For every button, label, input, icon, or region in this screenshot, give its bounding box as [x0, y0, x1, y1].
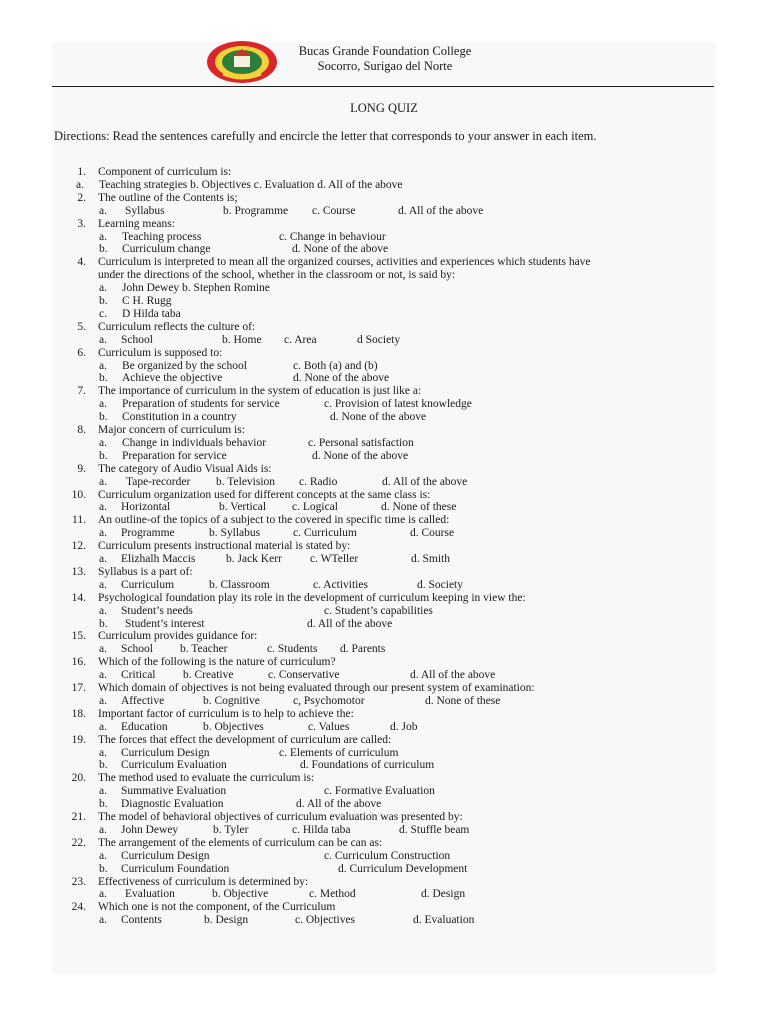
- question-number: 18.: [71, 707, 86, 720]
- question-number: 10.: [71, 488, 86, 501]
- question-text: The forces that effect the development of curriculum are called:: [98, 733, 392, 746]
- option-text: Tape-recorder: [126, 475, 191, 488]
- question-number: 14.: [71, 591, 86, 604]
- option-text: c. Objectives: [295, 914, 356, 927]
- option-letter: a.: [99, 823, 107, 836]
- option-text: Contents: [121, 914, 162, 927]
- option-letter: a.: [99, 204, 107, 217]
- option-text: b. Vertical: [219, 501, 267, 514]
- question-number: 4.: [77, 256, 86, 269]
- option-text: Horizontal: [121, 501, 171, 514]
- option-text: c. Elements of curriculum: [279, 746, 399, 759]
- option-text: d. All of the above: [382, 475, 468, 488]
- question-number: 12.: [71, 540, 86, 553]
- question-number: 2.: [77, 191, 86, 204]
- option-letter: b.: [99, 411, 108, 424]
- option-letter: b.: [99, 862, 108, 875]
- option-letter: b.: [99, 617, 108, 630]
- option-letter: a.: [99, 578, 107, 591]
- question-text: The outline of the Contents is;: [98, 191, 238, 204]
- option-text: b. Creative: [183, 669, 234, 682]
- option-text: d. Job: [390, 720, 418, 733]
- option-text: Curriculum: [121, 578, 175, 591]
- option-text: Teaching process: [122, 230, 202, 243]
- option-text: b. Design: [204, 914, 249, 927]
- question-number: 23.: [71, 875, 86, 888]
- option-letter: b.: [99, 449, 108, 462]
- question-number: 3.: [77, 217, 86, 230]
- option-text: c. Curriculum Construction: [324, 849, 451, 862]
- option-text: d. Course: [410, 527, 455, 540]
- option-text: c. Logical: [292, 501, 338, 514]
- option-text: b. Teacher: [180, 643, 228, 656]
- option-text: c. WTeller: [310, 553, 359, 565]
- option-letter: b.: [99, 372, 108, 385]
- option-letter: a.: [99, 501, 107, 514]
- option-letter: a.: [76, 178, 84, 191]
- option-text: Curriculum Design: [121, 849, 210, 862]
- option-text: d. Design: [421, 888, 466, 901]
- school-seal-icon: [205, 40, 279, 84]
- option-letter: a.: [99, 527, 107, 540]
- option-text: b. Programme: [223, 204, 289, 217]
- question-text: Which one is not the component, of the Curriculum: [98, 901, 336, 914]
- option-text: Diagnostic Evaluation: [121, 798, 224, 811]
- option-letter: a.: [99, 694, 107, 707]
- option-text: c. Personal satisfaction: [308, 436, 414, 449]
- question-text-continued: under the directions of the school, whether in the classroom or not, is said by:: [98, 269, 456, 282]
- option-letter: a.: [99, 475, 107, 488]
- option-text: c. Formative Evaluation: [324, 785, 435, 798]
- option-letter: a.: [99, 888, 107, 901]
- question-text: Syllabus is a part of:: [98, 565, 193, 578]
- question-text: Learning means:: [98, 217, 175, 230]
- question-number: 17.: [71, 682, 86, 694]
- question-text: Which of the following is the nature of curriculum?: [98, 656, 336, 669]
- option-text: Programme: [121, 527, 175, 540]
- option-text: Curriculum Evaluation: [121, 759, 227, 772]
- option-text: Be organized by the school: [122, 359, 247, 372]
- option-text: c. Course: [312, 204, 356, 217]
- option-text: Constitution in a country: [122, 411, 237, 424]
- option-text: b. Syllabus: [209, 527, 261, 540]
- header-divider: [52, 86, 714, 87]
- question-text: Important factor of curriculum is to help to achieve the:: [98, 707, 354, 720]
- option-text: c. Students: [267, 643, 318, 656]
- school-header: [285, 44, 485, 74]
- option-text: Education: [121, 720, 168, 733]
- directions: Directions: Read the sentences carefully and encircle the letter that corresponds to your answer in each item.: [54, 129, 597, 143]
- question-number: 7.: [77, 385, 86, 398]
- option-letter: b.: [99, 295, 108, 307]
- option-letter: a.: [99, 333, 107, 346]
- question-number: 24.: [71, 901, 86, 914]
- option-text: d Society: [357, 333, 401, 346]
- option-text: c. Conservative: [268, 669, 340, 682]
- option-text: School: [121, 643, 153, 656]
- question-text: Curriculum is interpreted to mean all the organized courses, activities and experiences which students have: [98, 256, 591, 269]
- option-letter: a.: [99, 720, 107, 733]
- question-number: 8.: [77, 424, 86, 436]
- option-text: Preparation of students for service: [122, 398, 280, 411]
- option-letter: b.: [99, 798, 108, 811]
- option-text: b. Classroom: [209, 578, 270, 591]
- option-text: c. Curriculum: [293, 527, 357, 540]
- question-text: Curriculum reflects the culture of:: [98, 320, 256, 333]
- option-letter: a.: [99, 746, 107, 759]
- question-text: Component of curriculum is:: [98, 166, 232, 178]
- option-text: d. None of these: [425, 694, 501, 707]
- question-number: 22.: [71, 836, 86, 849]
- question-text: Which domain of objectives is not being evaluated through our present system of examination:: [98, 682, 535, 694]
- option-text: Syllabus: [125, 204, 165, 217]
- option-text: Curriculum Foundation: [121, 862, 230, 875]
- option-letter: a.: [99, 643, 107, 656]
- option-text: b. Cognitive: [203, 694, 260, 707]
- option-text: b. Home: [222, 333, 262, 346]
- option-text: d. None of the above: [330, 411, 427, 424]
- option-text: d. None of the above: [292, 243, 389, 256]
- option-text: c. Radio: [299, 475, 338, 488]
- option-text: b. Objective: [212, 888, 269, 901]
- question-text: The category of Audio Visual Aids is:: [98, 462, 272, 475]
- option-text: c. Change in behaviour: [279, 230, 386, 243]
- option-text: d. Foundations of curriculum: [300, 759, 435, 772]
- option-text: C H. Rugg: [122, 295, 172, 307]
- question-number: 6.: [77, 346, 86, 359]
- school-address: Socorro, Surigao del Norte: [317, 59, 453, 73]
- question-number: 13.: [71, 565, 86, 578]
- option-text: d. Parents: [340, 643, 386, 656]
- option-text: d. None of the above: [293, 372, 390, 385]
- option-text: School: [121, 333, 153, 346]
- option-text: John Dewey b. Stephen Romine: [122, 282, 270, 295]
- option-text: b. Television: [216, 475, 276, 488]
- option-text: Student’s needs: [121, 604, 193, 617]
- question-text: Major concern of curriculum is:: [98, 424, 245, 436]
- option-text: d. All of the above: [398, 204, 484, 217]
- question-number: 1.: [77, 166, 86, 178]
- question-text: Curriculum organization used for different concepts at the same class is:: [98, 488, 431, 501]
- question-number: 20.: [71, 772, 86, 785]
- question-text: Effectiveness of curriculum is determined by:: [98, 875, 309, 888]
- option-letter: a.: [99, 849, 107, 862]
- option-text: c. Both (a) and (b): [293, 359, 378, 372]
- option-letter: a.: [99, 398, 107, 411]
- option-text: Evaluation: [125, 888, 175, 901]
- option-text: b. Jack Kerr: [226, 553, 282, 565]
- option-letter: a.: [99, 604, 107, 617]
- option-text: Elizhalh Maccis: [121, 553, 196, 565]
- option-text: John Dewey: [121, 823, 179, 836]
- option-text: c. Activities: [313, 578, 368, 591]
- option-text: d. All of the above: [410, 669, 496, 682]
- option-text: Summative Evaluation: [121, 785, 227, 798]
- question-number: 9.: [77, 462, 86, 475]
- question-number: 15.: [71, 630, 86, 643]
- option-letter: a.: [99, 359, 107, 372]
- option-text: Curriculum Design: [121, 746, 210, 759]
- option-text: d. Stuffle beam: [399, 823, 470, 836]
- option-text: Affective: [121, 694, 165, 707]
- option-text: Curriculum change: [122, 243, 211, 256]
- option-letter: a.: [99, 230, 107, 243]
- question-number: 21.: [71, 811, 86, 823]
- option-letter: b.: [99, 243, 108, 256]
- question-number: 16.: [71, 656, 86, 669]
- question-text: The arrangement of the elements of curriculum can be can as:: [98, 836, 383, 849]
- option-text: c. Hilda taba: [292, 823, 351, 836]
- question-text: Curriculum is supposed to:: [98, 346, 223, 359]
- question-number: 11.: [72, 514, 86, 527]
- option-text: c. Provision of latest knowledge: [324, 398, 472, 411]
- option-text: c, Psychomotor: [293, 694, 365, 707]
- question-text: Curriculum provides guidance for:: [98, 630, 258, 643]
- option-letter: a.: [99, 669, 107, 682]
- option-text: d. Curriculum Development: [338, 862, 468, 875]
- option-text: d. All of the above: [307, 617, 393, 630]
- question-number: 19.: [71, 733, 86, 746]
- question-number: 5.: [77, 320, 86, 333]
- option-letter: a.: [99, 282, 107, 295]
- option-text: Change in individuals behavior: [122, 436, 267, 449]
- option-text: d. All of the above: [296, 798, 382, 811]
- question-text: The model of behavioral objectives of curriculum evaluation was presented by:: [98, 811, 463, 823]
- option-text: d. Smith: [411, 553, 450, 565]
- option-letter: b.: [99, 759, 108, 772]
- option-text: c. Student’s capabilities: [324, 604, 433, 617]
- option-text: d. None of these: [381, 501, 457, 514]
- option-letter: a.: [99, 914, 107, 927]
- option-text: b. Tyler: [213, 823, 249, 836]
- option-letter: a.: [99, 553, 107, 565]
- option-text: d. None of the above: [312, 449, 409, 462]
- page-title: LONG QUIZ: [350, 101, 418, 115]
- option-text: Critical: [121, 669, 156, 682]
- option-letter: a.: [99, 436, 107, 449]
- option-text: Achieve the objective: [122, 372, 223, 385]
- option-text: Teaching strategies b. Objectives c. Evaluation d. All of the above: [99, 178, 403, 191]
- question-text: The importance of curriculum in the system of education is just like a:: [98, 385, 422, 398]
- option-text: Preparation for service: [122, 449, 227, 462]
- question-text: Psychological foundation play its role in the development of curriculum keeping in view the:: [98, 591, 526, 604]
- question-text: Curriculum presents instructional material is stated by:: [98, 540, 351, 553]
- option-text: D Hilda taba: [122, 307, 181, 320]
- option-text: d. Society: [417, 578, 463, 591]
- question-text: The method used to evaluate the curriculum is:: [98, 772, 315, 785]
- option-letter: a.: [99, 785, 107, 798]
- option-text: Student’s interest: [125, 617, 205, 630]
- option-text: d. Evaluation: [413, 914, 475, 927]
- option-text: c. Method: [309, 888, 356, 901]
- option-text: c. Values: [308, 720, 350, 733]
- option-text: b. Objectives: [203, 720, 264, 733]
- option-text: c. Area: [284, 333, 317, 346]
- option-letter: c.: [99, 307, 107, 320]
- question-text: An outline-of the topics of a subject to the covered in specific time is called:: [98, 514, 450, 527]
- school-name: Bucas Grande Foundation College: [298, 44, 472, 58]
